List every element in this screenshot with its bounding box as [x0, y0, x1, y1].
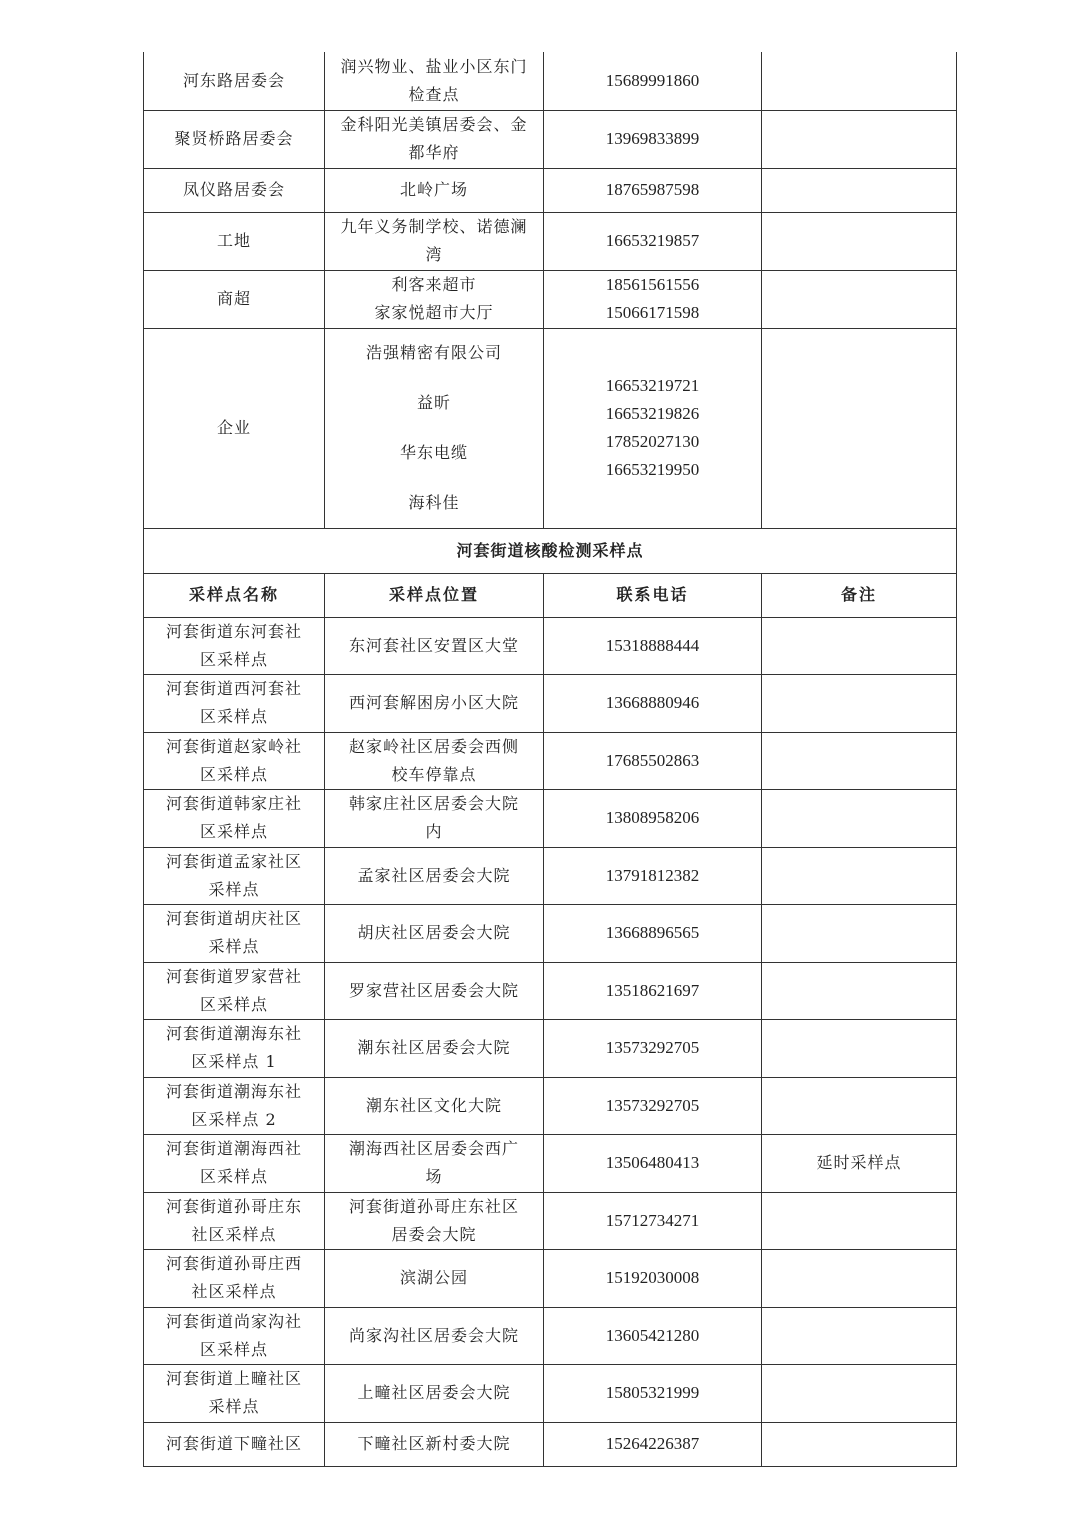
section-title-row: [144, 528, 957, 573]
sampling-rows: [144, 617, 957, 1466]
phone-cell: 13573292705: [544, 1020, 762, 1078]
table-row: [144, 905, 957, 963]
table-row: [144, 270, 957, 328]
site-location-cell: 北岭广场: [325, 168, 544, 212]
site-location-cell: 赵家岭社区居委会西侧 校车停靠点: [325, 732, 544, 790]
note-cell: [762, 52, 957, 110]
site-location-cell: 润兴物业、盐业小区东门 检查点: [325, 52, 544, 110]
table-row: [144, 168, 957, 212]
phone-cell: 13668880946: [544, 675, 762, 733]
table-row: [144, 732, 957, 790]
phone-cell: 13791812382: [544, 847, 762, 905]
site-name-cell: 工地: [144, 212, 325, 270]
table-row: [144, 110, 957, 168]
site-name-cell: 河套街道潮海西社 区采样点: [144, 1135, 325, 1193]
site-name-cell: 聚贤桥路居委会: [144, 110, 325, 168]
site-name-cell: 河套街道尚家沟社 区采样点: [144, 1307, 325, 1365]
phone-cell: 18765987598: [544, 168, 762, 212]
note-cell: [762, 1365, 957, 1423]
header-phone: 联系电话: [544, 573, 762, 617]
table-row: [144, 1422, 957, 1466]
note-cell: [762, 905, 957, 963]
site-name-cell: 河套街道下疃社区: [144, 1422, 325, 1466]
note-cell: [762, 1192, 957, 1250]
table-row: [144, 962, 957, 1020]
note-cell: [762, 790, 957, 848]
table-row: [144, 790, 957, 848]
site-name-cell: 河套街道罗家营社 区采样点: [144, 962, 325, 1020]
note-cell: [762, 847, 957, 905]
phone-cell: 16653219721 16653219826 17852027130 16653219950: [544, 328, 762, 528]
note-cell: [762, 328, 957, 528]
phone-cell: 15805321999: [544, 1365, 762, 1423]
note-cell: [762, 1422, 957, 1466]
header-site-location: 采样点位置: [325, 573, 544, 617]
phone-cell: 13969833899: [544, 110, 762, 168]
site-name-cell: 河套街道孙哥庄东 社区采样点: [144, 1192, 325, 1250]
phone-cell: 15712734271: [544, 1192, 762, 1250]
phone-cell: 18561561556 15066171598: [544, 270, 762, 328]
phone-cell: 13506480413: [544, 1135, 762, 1193]
table-row: [144, 617, 957, 675]
table-row: [144, 1135, 957, 1193]
site-name-cell: 河套街道潮海东社 区采样点 2: [144, 1077, 325, 1135]
site-name-cell: 河套街道孟家社区 采样点: [144, 847, 325, 905]
phone-cell: 16653219857: [544, 212, 762, 270]
table-row: [144, 1077, 957, 1135]
site-location-cell: 滨湖公园: [325, 1250, 544, 1308]
table-row: [144, 1365, 957, 1423]
note-cell: [762, 617, 957, 675]
site-location-cell: 韩家庄社区居委会大院 内: [325, 790, 544, 848]
site-name-cell: 凤仪路居委会: [144, 168, 325, 212]
note-cell: [762, 110, 957, 168]
header-site-name: 采样点名称: [144, 573, 325, 617]
table-row: [144, 1250, 957, 1308]
note-cell: [762, 1307, 957, 1365]
note-cell: [762, 1250, 957, 1308]
site-location-cell: 孟家社区居委会大院: [325, 847, 544, 905]
site-location-cell: 浩强精密有限公司 益昕 华东电缆 海科佳: [325, 328, 544, 528]
sampling-site-table: [143, 52, 957, 1467]
site-name-cell: 河套街道胡庆社区 采样点: [144, 905, 325, 963]
site-location-cell: 潮海西社区居委会西广 场: [325, 1135, 544, 1193]
note-cell: [762, 675, 957, 733]
table-row: [144, 675, 957, 733]
site-name-cell: 河套街道上疃社区 采样点: [144, 1365, 325, 1423]
table-row: [144, 847, 957, 905]
site-location-cell: 河套街道孙哥庄东社区 居委会大院: [325, 1192, 544, 1250]
site-location-cell: 潮东社区文化大院: [325, 1077, 544, 1135]
site-location-cell: 尚家沟社区居委会大院: [325, 1307, 544, 1365]
site-location-cell: 西河套解困房小区大院: [325, 675, 544, 733]
note-cell: [762, 270, 957, 328]
site-name-cell: 河套街道西河套社 区采样点: [144, 675, 325, 733]
table-row: [144, 328, 957, 528]
phone-cell: 13573292705: [544, 1077, 762, 1135]
phone-cell: 13518621697: [544, 962, 762, 1020]
site-name-cell: 河套街道韩家庄社 区采样点: [144, 790, 325, 848]
table-row: [144, 1192, 957, 1250]
phone-cell: 13808958206: [544, 790, 762, 848]
site-location-cell: 上疃社区居委会大院: [325, 1365, 544, 1423]
section-title: 河套街道核酸检测采样点: [144, 528, 957, 573]
site-location-cell: 罗家营社区居委会大院: [325, 962, 544, 1020]
site-location-cell: 九年义务制学校、诺德澜 湾: [325, 212, 544, 270]
site-name-cell: 河套街道东河套社 区采样点: [144, 617, 325, 675]
phone-cell: 15318888444: [544, 617, 762, 675]
table-row: [144, 1307, 957, 1365]
phone-cell: 15264226387: [544, 1422, 762, 1466]
note-cell: [762, 168, 957, 212]
phone-cell: 13668896565: [544, 905, 762, 963]
phone-cell: 15192030008: [544, 1250, 762, 1308]
phone-cell: 13605421280: [544, 1307, 762, 1365]
site-name-cell: 河套街道赵家岭社 区采样点: [144, 732, 325, 790]
table-row: [144, 52, 957, 110]
site-location-cell: 潮东社区居委会大院: [325, 1020, 544, 1078]
table-row: [144, 1020, 957, 1078]
site-name-cell: 河套街道孙哥庄西 社区采样点: [144, 1250, 325, 1308]
site-name-cell: 企业: [144, 328, 325, 528]
site-location-cell: 金科阳光美镇居委会、金 都华府: [325, 110, 544, 168]
header-row: [144, 573, 957, 617]
site-name-cell: 河套街道潮海东社 区采样点 1: [144, 1020, 325, 1078]
table-row: [144, 212, 957, 270]
site-name-cell: 河东路居委会: [144, 52, 325, 110]
phone-cell: 15689991860: [544, 52, 762, 110]
site-location-cell: 东河套社区安置区大堂: [325, 617, 544, 675]
site-name-cell: 商超: [144, 270, 325, 328]
phone-cell: 17685502863: [544, 732, 762, 790]
site-location-cell: 利客来超市 家家悦超市大厅: [325, 270, 544, 328]
note-cell: [762, 1020, 957, 1078]
note-cell: [762, 732, 957, 790]
site-location-cell: 下疃社区新村委大院: [325, 1422, 544, 1466]
site-location-cell: 胡庆社区居委会大院: [325, 905, 544, 963]
note-cell: 延时采样点: [762, 1135, 957, 1193]
note-cell: [762, 1077, 957, 1135]
note-cell: [762, 212, 957, 270]
header-note: 备注: [762, 573, 957, 617]
note-cell: [762, 962, 957, 1020]
